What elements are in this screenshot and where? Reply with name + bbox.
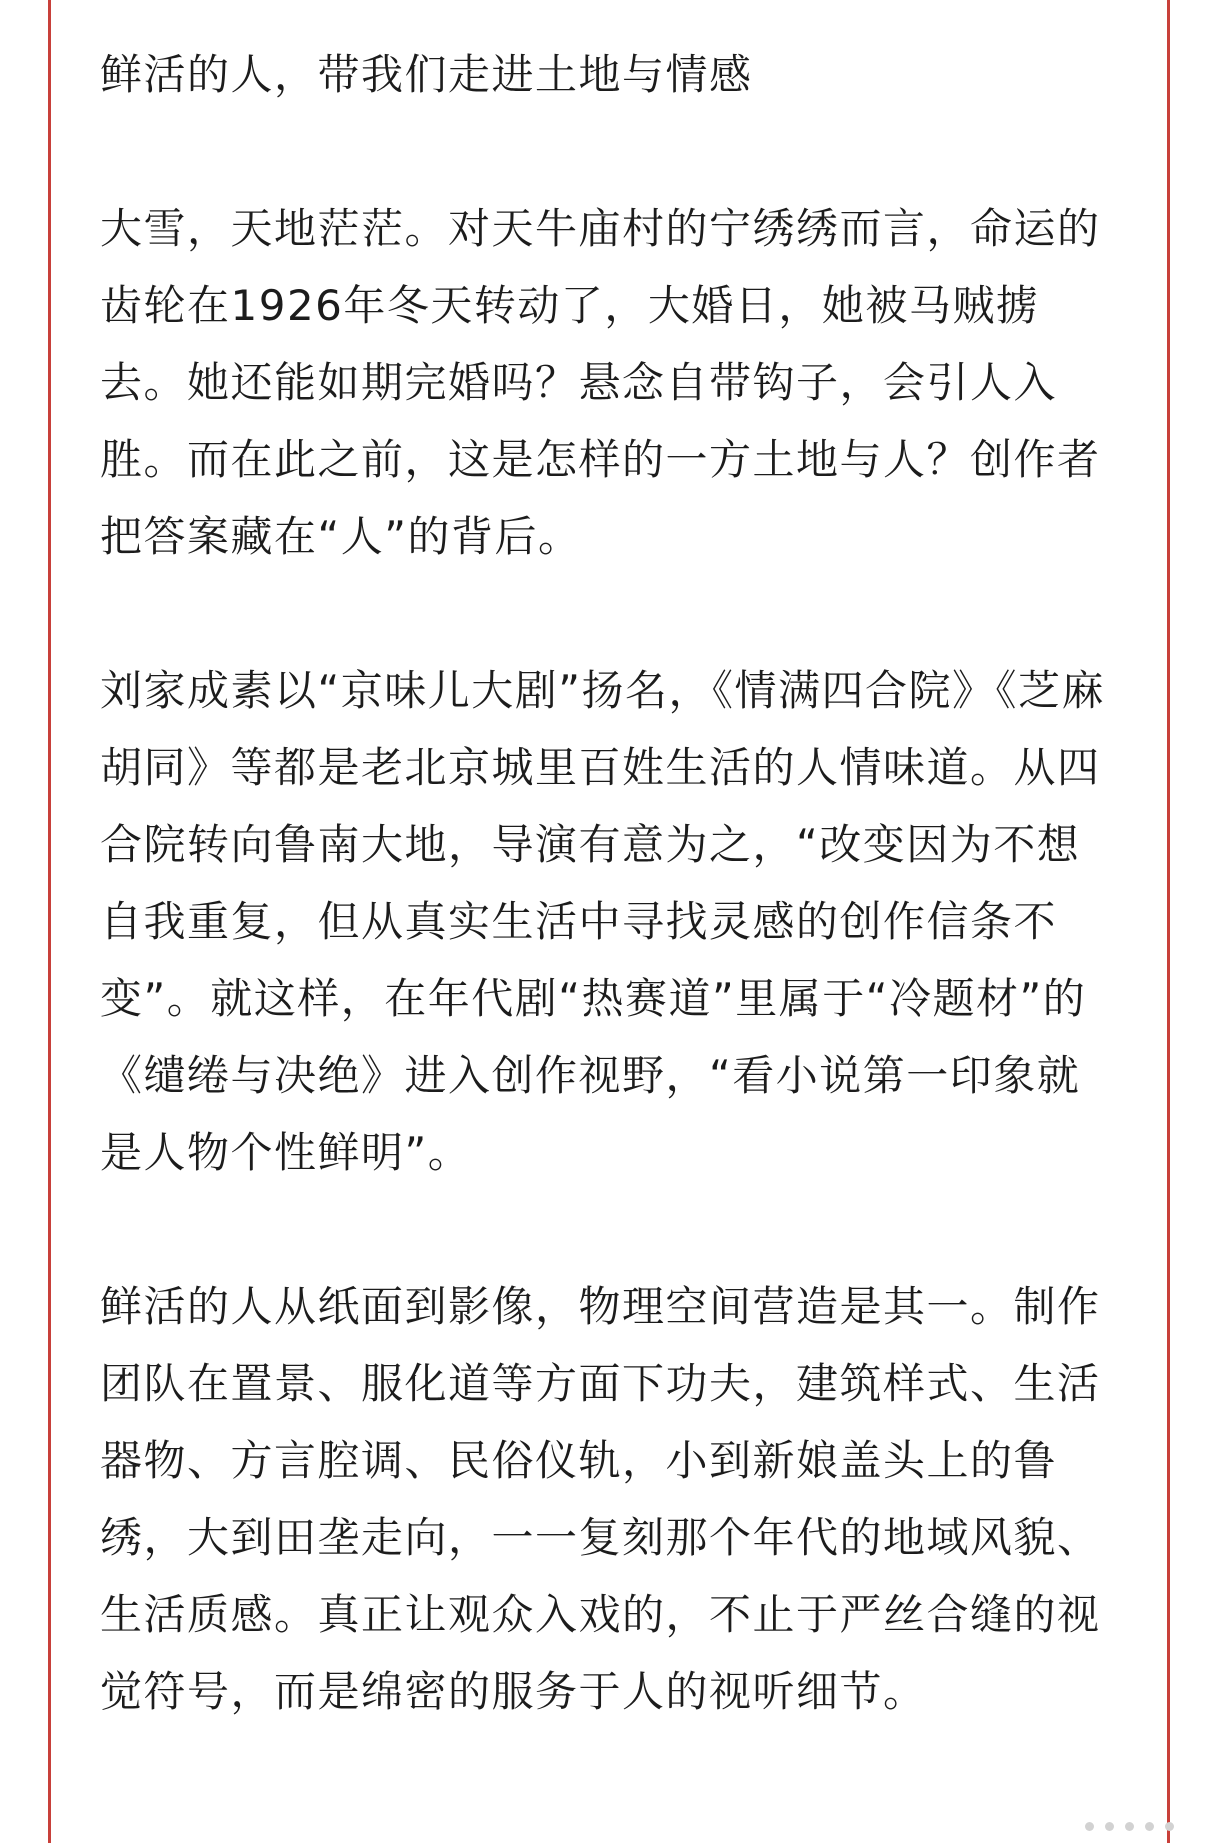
right-red-border xyxy=(1167,0,1170,1843)
paragraph-1: 大雪，天地茫茫。对天牛庙村的宁绣绣而言，命运的齿轮在1926年冬天转动了，大婚日，她被马贼掳去。她还能如期完婚吗？悬念自带钩子，会引人入胜。而在此之前，这是怎样的一方土地与人？创作者把答案藏在“人”的背后。 xyxy=(100,204,1101,561)
paragraph-3: 鲜活的人从纸面到影像，物理空间营造是其一。制作团队在置景、服化道等方面下功夫，建筑样式、生活器物、方言腔调、民俗仪轨，小到新娘盖头上的鲁绣，大到田垄走向，一一复刻那个年代的地域风貌、生活质感。真正让观众入戏的，不止于严丝合缝的视觉符号，而是绵密的服务于人的视听细节。 xyxy=(100,1282,1101,1716)
paragraph-2: 刘家成素以“京味儿大剧”扬名，《情满四合院》《芝麻胡同》等都是老北京城里百姓生活的人情味道。从四合院转向鲁南大地，导演有意为之，“改变因为不想自我重复，但从真实生活中寻找灵感的创作信条不变”。就这样，在年代剧“热赛道”里属于“冷题材”的《缱绻与决绝》进入创作视野，“看小说第一印象就是人物个性鲜明”。 xyxy=(100,666,1106,1177)
more-dots-icon xyxy=(1085,1822,1174,1831)
article-body xyxy=(100,36,1120,1807)
section-heading: 鲜活的人，带我们走进土地与情感 xyxy=(100,50,753,99)
left-red-border xyxy=(48,0,51,1843)
